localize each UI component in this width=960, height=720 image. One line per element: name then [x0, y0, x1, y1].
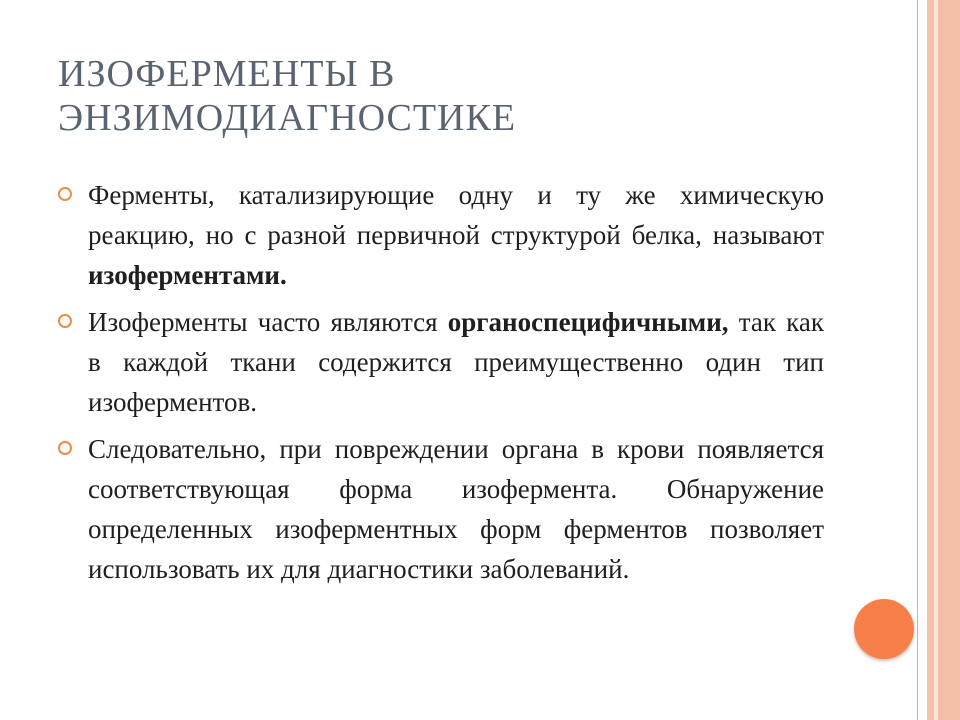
- title-line-2: ЭНЗИМОДИАГНОСТИКЕ: [58, 97, 517, 139]
- bullet-2-text-after: так как в каждой ткани содержится преимущественно один тип изоферментов.: [88, 307, 824, 417]
- title-line-1: ИЗОФЕРМЕНТЫ В: [58, 53, 396, 95]
- bullet-3-text: Следовательно, при повреждении органа в крови появляется соответствующая форма изофермента. Обнаружение определенных изоферментных форм ферментов позволяет использовать их для диагностики заболеваний.: [88, 434, 824, 584]
- bullet-1-text: Ферменты, катализирующие одну и ту же химическую реакцию, но с разной первичной структурой белка, называют: [88, 180, 824, 250]
- orange-circle-icon: [854, 599, 914, 659]
- side-stripe-inner: [927, 0, 934, 720]
- bullet-1-bold: изоферментами.: [88, 260, 287, 290]
- bullet-item-1: [58, 175, 824, 295]
- bullet-item-3: [58, 429, 824, 589]
- slide-title: [58, 52, 878, 140]
- bullet-item-2: [58, 302, 824, 422]
- side-stripe-outer: [938, 0, 960, 720]
- circle-outline-bullet-icon: [58, 187, 72, 201]
- side-stripe-gap: [918, 0, 927, 720]
- bullet-2-text: Изоферменты часто являются: [88, 307, 448, 337]
- circle-outline-bullet-icon: [58, 441, 72, 455]
- bullet-2-bold: органоспецифичными,: [447, 307, 729, 337]
- circle-outline-bullet-icon: [58, 314, 72, 328]
- bullet-list: [58, 175, 824, 596]
